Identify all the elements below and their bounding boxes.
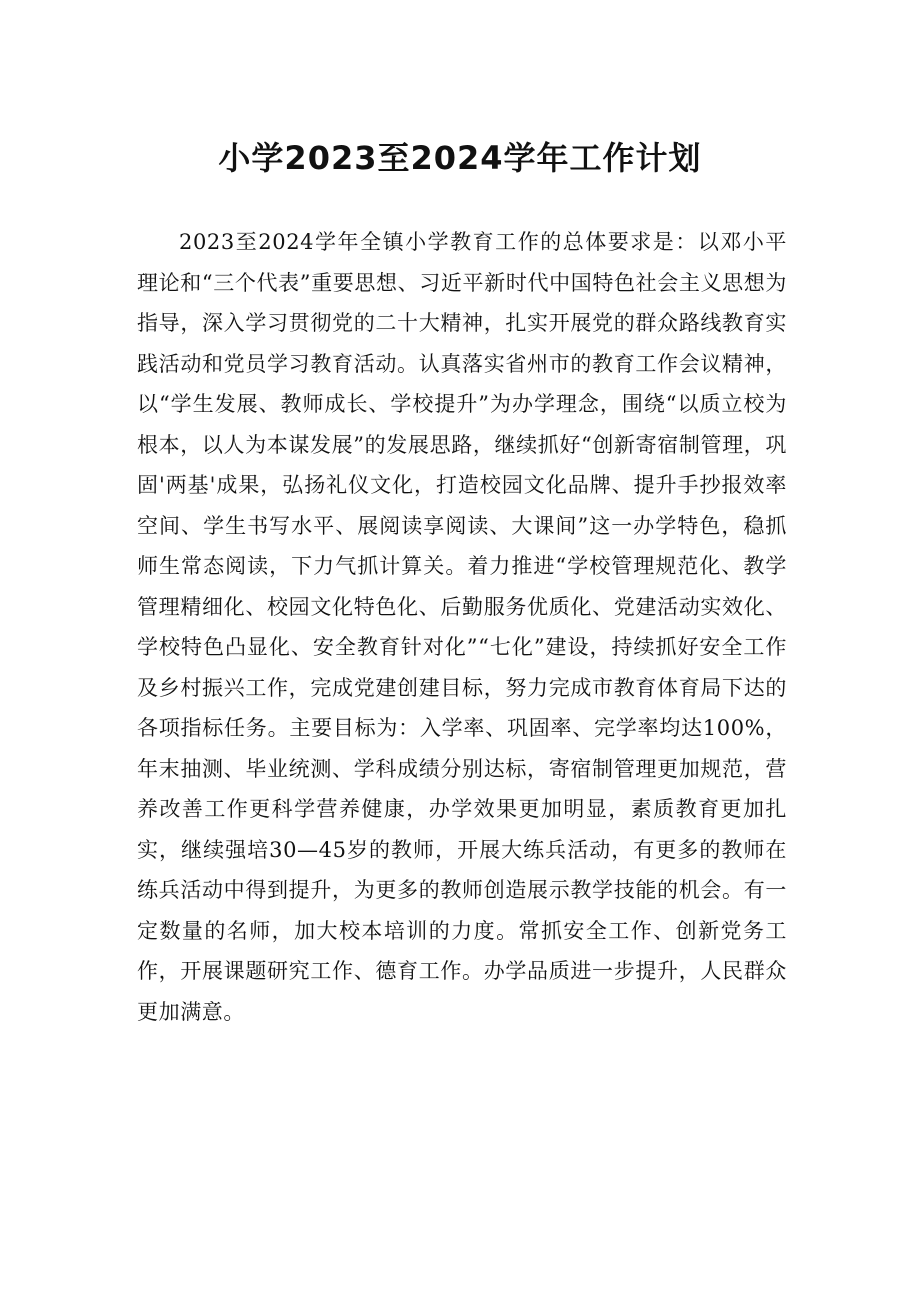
body-paragraph: 2023至2024学年全镇小学教育工作的总体要求是：以邓小平理论和“三个代表”重要思想、习近平新时代中国特色社会主义思想为指导，深入学习贯彻党的二十大精神，扎实开展党的群众路线教育实践活动和党员学习教育活动。认真落实省州市的教育工作会议精神，以“学生发展、教师成长、学校提升”为办学理念，围绕“以质立校为根本，以人为本谋发展”的发展思路，继续抓好“创新寄宿制管理，巩固'两基'成果，弘扬礼仪文化，打造校园文化品牌、提升手抄报效率空间、学生书写水平、展阅读享阅读、大课间”这一办学特色，稳抓师生常态阅读，下力气抓计算关。着力推进“学校管理规范化、教学管理精细化、校园文化特色化、后勤服务优质化、党建活动实效化、学校特色凸显化、安全教育针对化”“七化”建设，持续抓好安全工作及乡村振兴工作，完成党建创建目标，努力完成市教育体育局下达的各项指标任务。主要目标为：入学率、巩固率、完学率均达100%，年末抽测、毕业统测、学科成绩分别达标，寄宿制管理更加规范，营养改善工作更科学营养健康，办学效果更加明显，素质教育更加扎实，继续强培30—45岁的教师，开展大练兵活动，有更多的教师在练兵活动中得到提升，为更多的教师创造展示教学技能的机会。有一定数量的名师，加大校本培训的力度。常抓安全工作、创新党务工作，开展课题研究工作、德育工作。办学品质进一步提升，人民群众更加满意。 bbox=[137, 230, 787, 1024]
document-title: 小学2023至2024学年工作计划 bbox=[218, 139, 702, 177]
